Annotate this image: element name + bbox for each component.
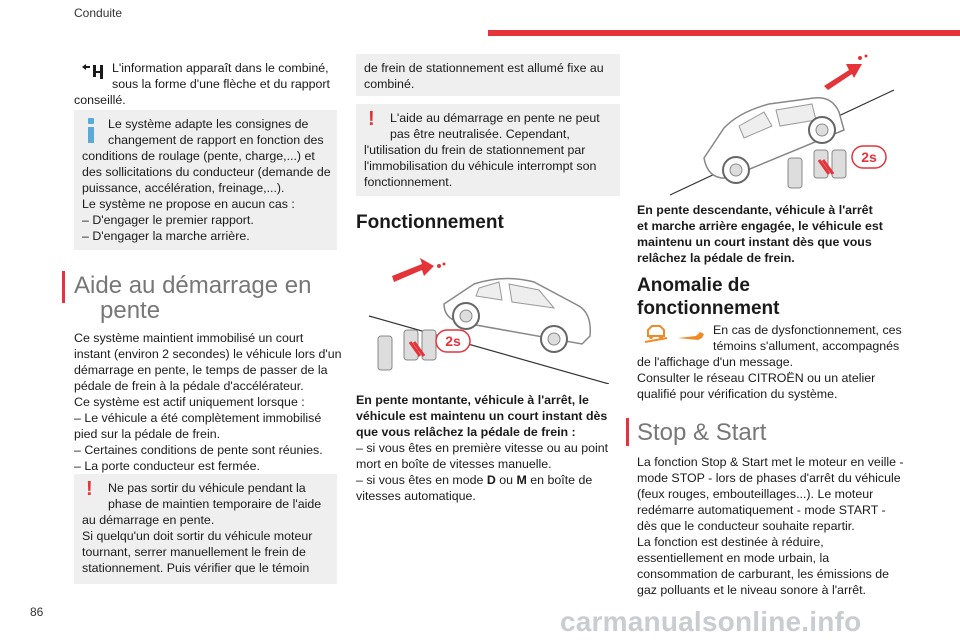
intro-line-3: conseillé. — [74, 93, 126, 107]
caption-line: que vous relâchez la pédale de frein : — [356, 425, 576, 439]
service-wrench-icon — [676, 330, 706, 342]
stopstart-line: La fonction est destinée à réduire, — [637, 535, 824, 549]
info-line: – D'engager le premier rapport. — [82, 213, 254, 227]
info-line: des sollicitations du conducteur (demande de — [82, 165, 331, 179]
item-line: – si vous êtes en première vitesse ou au point — [356, 441, 609, 455]
body-line: – Le véhicule a été complètement immobilisé — [74, 411, 322, 425]
downhill-reverse-illustration — [664, 50, 900, 200]
section-heading: Aide au démarrage en — [74, 272, 312, 299]
continued-line: de frein de stationnement est allumé fixe au — [364, 61, 604, 75]
warning-line: Si quelqu'un doit sortir du véhicule moteur — [82, 529, 313, 543]
timer-label: 2s — [861, 149, 877, 165]
warning-line: phase de maintien temporaire de l'aide — [108, 497, 322, 511]
timer-label: 2s — [445, 333, 461, 349]
caption-line: véhicule est maintenu un court instant dès — [356, 409, 608, 423]
body-line: instant (environ 2 secondes) le véhicule lors d'un — [74, 347, 342, 361]
warning-line: l'immobilisation du véhicule interrompt son — [364, 159, 597, 173]
info-icon-dot — [88, 118, 94, 124]
heading-accent — [62, 271, 65, 303]
watermark: carmanualsonline.info — [560, 606, 862, 637]
item-text: – si vous êtes en mode — [356, 473, 487, 487]
body-line: pied sur la pédale de frein. — [74, 427, 221, 441]
heading-accent — [626, 418, 629, 446]
continued-line: combiné. — [364, 77, 415, 91]
item-line: mort en boîte de vitesses manuelle. — [356, 457, 552, 471]
item-line-mode — [356, 472, 592, 488]
warning-line: Ne pas sortir du véhicule pendant la — [108, 481, 306, 495]
item-text: en boîte de — [526, 473, 593, 487]
anomaly-line: qualifié pour vérification du système. — [637, 387, 838, 401]
mode-m: M — [516, 473, 527, 487]
warning-line: au démarrage en pente. — [82, 513, 215, 527]
item-line: vitesses automatique. — [356, 489, 476, 503]
section-heading-fonctionnement: Fonctionnement — [356, 212, 504, 233]
mode-d: D — [486, 473, 496, 487]
stopstart-line: gaz polluants et le niveau sonore à l'arrêt. — [637, 583, 866, 597]
header-accent-bar — [488, 30, 960, 36]
hill-assist-warning-icon — [642, 324, 670, 346]
info-line: changement de rapport en fonction des — [108, 133, 324, 147]
section-heading-stop-start: Stop & Start — [637, 419, 767, 446]
caption-line: relâchez la pédale de frein. — [637, 251, 795, 265]
stopstart-line: consommation de carburant, les émissions de — [637, 567, 890, 581]
intro-line-1: L'information apparaît dans le combiné, — [112, 61, 329, 75]
header-title: Conduite — [74, 6, 123, 20]
info-line: – D'engager la marche arrière. — [82, 229, 250, 243]
section-heading-anomalie-cont: fonctionnement — [637, 298, 780, 319]
body-line: Ce système est actif uniquement lorsque : — [74, 395, 305, 409]
caption-line: En pente montante, véhicule à l'arrêt, le — [356, 393, 589, 407]
warning-line: l'utilisation du frein de stationnement par — [364, 143, 586, 157]
body-line: démarrage en pente, le temps de passer de la — [74, 363, 328, 377]
info-line: Le système ne propose en aucun cas : — [82, 197, 295, 211]
stopstart-line: mode STOP - lors de phases d'arrêt du véhicule — [637, 471, 901, 485]
body-line: Ce système maintient immobilisé un court — [74, 331, 304, 345]
stopstart-line: redémarre automatiquement - mode START - — [637, 503, 886, 517]
item-text: ou — [495, 473, 517, 487]
stopstart-line: dès que le conducteur souhaite repartir. — [637, 519, 855, 533]
info-line: Le système adapte les consignes de — [108, 117, 309, 131]
anomaly-line: témoins s'allument, accompagnés — [713, 339, 900, 353]
caption-line: En pente descendante, véhicule à l'arrêt — [637, 203, 873, 217]
info-icon — [88, 127, 94, 143]
warning-icon: ! — [368, 108, 375, 130]
body-line: pédale de frein à la pédale d'accélérateur. — [74, 379, 304, 393]
page-number: 86 — [30, 605, 44, 619]
warning-line: fonctionnement. — [364, 175, 453, 189]
anomaly-line: En cas de dysfonctionnement, ces — [713, 323, 902, 337]
stopstart-line: (feux rouges, embouteillages...). Le moteur — [637, 487, 874, 501]
stopstart-line: La fonction Stop & Start met le moteur en veille - — [637, 455, 904, 469]
warning-line: stationnement. Puis vérifier que le témoin — [82, 561, 310, 575]
info-line: puissance, accélération, freinage,...). — [82, 181, 285, 195]
body-line: – La porte conducteur est fermée. — [74, 459, 260, 473]
intro-line-2: sous la forme d'une flèche et du rapport — [112, 77, 330, 91]
caption-line: maintenu un court instant dès que vous — [637, 235, 872, 249]
warning-line: tournant, serrer manuellement le frein de — [82, 545, 306, 559]
gear-shift-icon — [80, 63, 106, 81]
uphill-start-illustration — [364, 244, 614, 384]
anomaly-line: Consulter le réseau CITROËN ou un atelier — [637, 371, 876, 385]
section-heading-cont: pente — [100, 297, 161, 324]
body-line: – Certaines conditions de pente sont réunies. — [74, 443, 323, 457]
warning-line: L'aide au démarrage en pente ne peut — [390, 111, 600, 125]
section-heading-anomalie: Anomalie de — [637, 275, 750, 296]
anomaly-line: de l'affichage d'un message. — [637, 355, 794, 369]
caption-line: et marche arrière engagée, le véhicule est — [637, 219, 883, 233]
warning-icon: ! — [86, 478, 93, 500]
info-line: conditions de roulage (pente, charge,...) et — [82, 149, 315, 163]
warning-line: pas être neutralisée. Cependant, — [390, 127, 570, 141]
stopstart-line: essentiellement en mode urbain, la — [637, 551, 830, 565]
